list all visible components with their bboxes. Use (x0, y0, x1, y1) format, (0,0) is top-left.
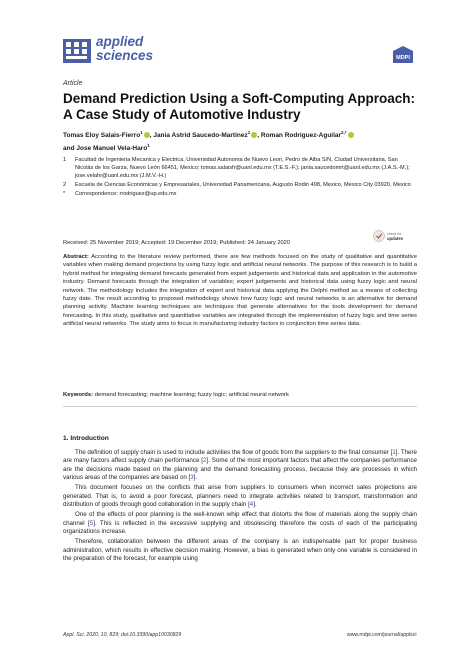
affiliation-number: 2 (63, 182, 67, 188)
abstract-text: According to the literature review performed, there are few methods focused on the study of qualitative and quantitative variables when making demand projections by using fuzzy logic and artificial neural networks. The purpose of this research is to build a hybrid method for integrating demand forecasts generated from expert judgements and historical data and application in the automotive industry. Demand forecasts through the integration of variables; expert judgements and historical data using fuzzy logic and neural network. The methodology includes the integration of expert and historical data applying the Delphi method as a means of collecting fuzzy date. The result according to proposed methodology shows how fuzzy logic and neural networks is an alternative for demand planning activity. Machine learning techniques are techniques that generate alternatives for the tools development for demand forecasting. In this study, qualitative and quantitative variables are integrated through the implementation of fuzzy logic and time series artificial neural networks. The study aims to focus in manufacturing industry factors in conjunction time series data. (63, 254, 418, 328)
affiliation-text: Escuela de Ciencias Económicas y Empresariales, Universidad Panamericana, Augusto Rodin 498, Mexico, Mexico City 03920, Mexico (75, 182, 411, 188)
author-affil: 1 (247, 130, 251, 135)
keywords-text: demand forecasting; machine learning; fuzzy logic; artificial neural network (94, 392, 289, 398)
paragraph-text: One of the effects of poor planning is the well-known whip effect that distorts the flow of materials along the supply chain channel [ (63, 511, 417, 527)
section-divider (63, 406, 417, 407)
publication-dates: Received: 25 November 2019; Accepted: 19 December 2019; Published: 24 January 2020 (63, 240, 291, 246)
journal-name-line1: applied (96, 34, 144, 49)
keywords (63, 392, 417, 398)
paragraph-text: ]. (193, 474, 198, 482)
paragraph-text: ]. This is reflected in the excessive supplying and obsolescing therefore the costs of each of the participating organizations increase. (63, 519, 417, 536)
abstract-label: Abstract: (63, 254, 89, 260)
citation-link[interactable]: 4 (249, 501, 254, 509)
journal-name (96, 35, 153, 63)
citation-link[interactable]: 3 (190, 474, 194, 482)
paragraph-text: ]. (253, 501, 257, 509)
correspondence-text: Correspondence: rrodriguez@up.edu.mx (75, 191, 177, 197)
author-list: Tomas Eloy Salais-Fierro$^1$ , Jania Astrid Saucedo-Martinez$^1$ , Roman Rodriguez-Aguilar$^{2,*}$ and Jose Manuel Vela-Haro$^1$ (63, 128, 418, 154)
paragraph-text: The definition of supply chain is used to include activities the flow of goods from the suppliers to the final consumer [ (75, 449, 393, 456)
affiliation-item (63, 156, 415, 180)
affiliations (63, 156, 415, 199)
affiliation-number: 1 (63, 157, 67, 163)
paragraph-text: ]. There are many factors affect supply chain performance [ (63, 449, 418, 465)
author-name: Roman Rodriguez-Aguilar (260, 132, 342, 140)
section-heading: 1. Introduction (63, 435, 109, 442)
citation-link[interactable]: 2 (203, 457, 207, 465)
paragraph (63, 484, 417, 509)
abstract (63, 253, 417, 329)
paper-title: Demand Prediction Using a Soft-Computing Approach: A Case Study of Automotive Industry (63, 91, 416, 122)
article-type: Article (63, 80, 83, 87)
footer-citation: Appl. Sci. 2020, 10, 829; doi:10.3390/app10030829 (63, 632, 182, 638)
paragraph-text: ]. Some of the most important factors that affect the companies performance are the decisions made based on the planning and the demand forecasting process, because they are processes in which various areas of the companies are based on [ (63, 457, 417, 482)
author-name: Jania Astrid Saucedo-Martinez (153, 132, 248, 140)
footer-journal-link[interactable]: www.mdpi.com/journal/applsci (347, 632, 417, 638)
check-for-label: check for (387, 232, 402, 236)
journal-logo-icon (63, 39, 91, 63)
journal-name-line2: sciences (96, 48, 154, 63)
check-for-updates-button[interactable] (373, 229, 413, 243)
publisher-logo-icon (393, 46, 413, 63)
paragraph (63, 511, 417, 536)
paragraph (63, 449, 417, 483)
affiliation-item (63, 181, 415, 189)
orcid-icon[interactable] (348, 132, 354, 138)
affiliation-item (63, 190, 415, 198)
paragraph-text: This document focuses on the conflicts that arise from suppliers to consumers when incorrect sales projections are generated. That is, to avoid a poor forecast, planners need to integrate activities related to transport, transformation and distribution of goods through good collaboration in the supply chain [ (63, 484, 417, 509)
paragraph-text: Therefore, collaboration between the different areas of the company is an indispensable part for proper business administration, which results in effective decision making. However, a bias is generated when only one variable is considered in the preparation of the forecast, for example using (63, 538, 417, 563)
paragraph (63, 538, 417, 563)
orcid-icon[interactable] (251, 132, 257, 138)
author-name: Tomas Eloy Salais-Fierro (63, 132, 141, 140)
affiliation-text: Facultad de Ingenieria Mecanica y Electrica, Universidad Autonoma de Nuevo Leon, Pedro de Alba S/N, Ciudad Universitaria, San Nicolás de los Garza, Nuevo León 66451, Mexico; tomas.salaisfr@uanl.edu.mx (T.E.S.-F.); jania.saucedomrt@uanl.edu.mx (J.A.S.-M.); jose.velahr@uanl.edu.mx (J.M.V.-H.) (75, 157, 410, 179)
author-name: Jose Manuel Vela-Haro (76, 145, 148, 153)
body-text (63, 449, 417, 565)
publisher-name: MDPI (396, 55, 410, 61)
keywords-label: Keywords: (63, 392, 94, 398)
author-affil: 2,* (341, 130, 347, 135)
author-affil: 1 (140, 130, 143, 135)
affiliation-number: * (63, 191, 66, 197)
citation-link[interactable]: 1 (392, 449, 396, 456)
orcid-icon[interactable] (144, 132, 150, 138)
author-affil: 1 (147, 143, 150, 149)
updates-label: updates (387, 236, 404, 241)
citation-link[interactable]: 5 (89, 519, 94, 527)
